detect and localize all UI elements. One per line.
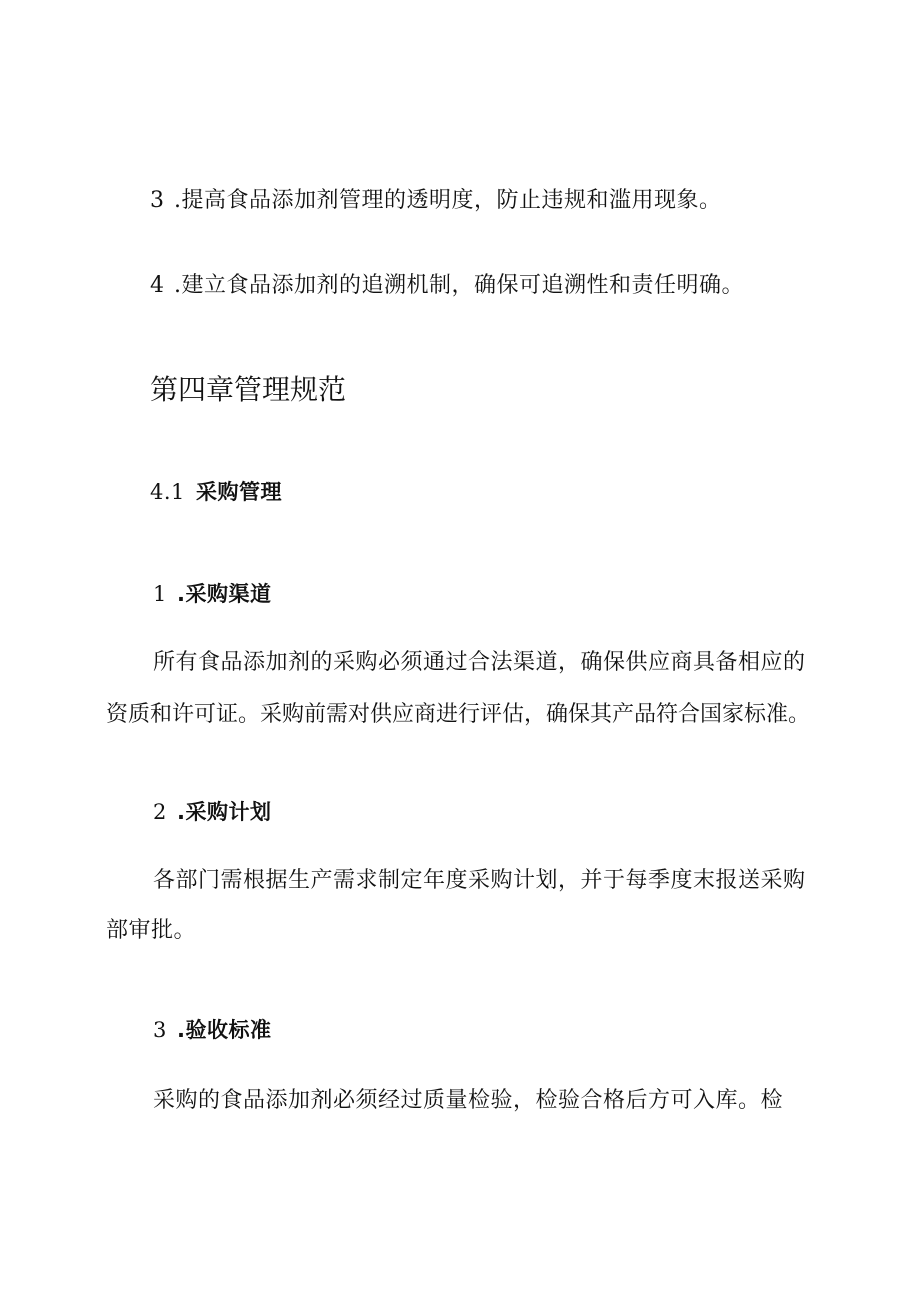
list-item-text: .提高食品添加剂管理的透明度，防止违规和滥用现象。 — [174, 188, 722, 213]
subsection-title: .验收标准 — [177, 1018, 272, 1042]
paragraph-line: 部审批。 — [106, 918, 197, 943]
section-heading — [150, 478, 282, 506]
subsection-heading — [153, 1016, 271, 1044]
subsection-heading — [153, 580, 271, 608]
chapter-title: 第四章管理规范 — [150, 373, 347, 406]
paragraph-line: 各部门需根据生产需求制定年度采购计划，并于每季度末报送采购 — [153, 868, 806, 893]
section-title: 采购管理 — [196, 480, 282, 504]
list-item-number: 4 — [150, 273, 165, 298]
paragraph-line: 所有食品添加剂的采购必须通过合法渠道，确保供应商具备相应的 — [153, 650, 806, 675]
subsection-heading — [153, 798, 271, 826]
subsection-number: 3 — [153, 1018, 167, 1042]
paragraph-line: 资质和许可证。采购前需对供应商进行评估，确保其产品符合国家标准。 — [106, 702, 811, 727]
list-item — [150, 186, 722, 216]
subsection-title: .采购计划 — [177, 800, 272, 824]
list-item — [150, 271, 744, 301]
subsection-title: .采购渠道 — [177, 582, 272, 606]
paragraph-line: 采购的食品添加剂必须经过质量检验，检验合格后方可入库。检 — [153, 1088, 784, 1113]
subsection-number: 1 — [153, 582, 167, 606]
section-number: 4.1 — [150, 480, 185, 504]
list-item-number: 3 — [150, 188, 165, 213]
list-item-text: .建立食品添加剂的追溯机制，确保可追溯性和责任明确。 — [174, 273, 744, 298]
subsection-number: 2 — [153, 800, 167, 824]
